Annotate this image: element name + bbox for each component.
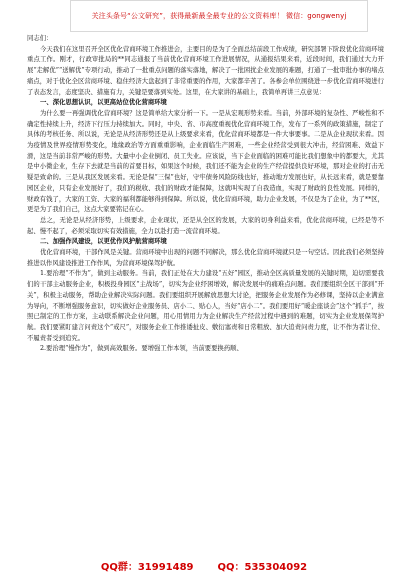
paragraph-section-2: 优化营商环境，干部作风是关键。营商环境中出现的问题不同解决，那么优化营商环境就只是一句空话。因此我们必须坚持推进以作风建设推进工作作风，为营商环境保驾护航。 [27,249,384,267]
qq-number: QQ：535304092 [217,561,308,573]
heading-section-1: 一、深化思想认识，以更高站位优化营商环境 [40,99,167,107]
qq-group: QQ群：31991489 [100,561,194,573]
paragraph-summary: 总之，无论是从经济形势，上级要求，企业现状，还是从全区的发展，大家的切身利益来看，优化营商环境，已经是等不起、慢不起了，必须采取切实有效措施，全力以赴打造一流营商环境。 [27,216,384,235]
heading-section-2: 二、加强作风建设，以更优作风护航营商环境 [40,238,167,246]
paragraph-intro: 今天我们在这里召开全区优化营商环境工作推进会，主要目的是为了全面总结前段工作成绩，研究部署下阶段优化营商环境重点工作。刚才，行政审批局的**同志通报了当前优化营商环境工作进展情况，从通报结果来看，近段时间，我们通过大力开展“走解优”“送解优”专项行动，推动了一批重点问题的落实落地，解决了一批困扰企业发展的难题，打通了一批审批办事的堵点痛点，对于优化全区营商环境、稳住经济大盘起到了非常重要的作用，大家都辛苦了。各参会单位围绕进一步优化营商环境进行了表态发言，态度坚决、措施有力，关键是要落到实处。这里，在大家讲的基础上，我简单再讲三点意见： [27,45,384,96]
banner-text: 关注头条号“公文研究”，获得最新最全最专业的公文资料库！ 微信：gongwenyj [91,12,347,20]
salutation: 同志们： [27,35,53,42]
paragraph-section-1: 为什么要一再强调优化营商环境？这是简单给大家分析一下。一是从宏观形势来看。当前，外部环境的复杂性、严峻性和不确定性持续上升，经济下行压力持续加大。同时，中央、省、市高度重视优化营商环境工作，发布了一系列的政策措施，制定了具体的考核任务、所以说，无论是从经济形势还是从上级要求来看，优化营商环境都是一件大事要事。二是从企业现状来看。因为疫情及世界疫情形势变化，地缘政治等方面重重影响，企业面临生产困难，一些企业经营受到很大冲击，经营困难、效益下滑，这是当前非常严峻的形势。大量中小企业倒闭、员工失业。应该说，当下企业面临的困难可能比我们想象中的都要大，尤其是中小微企业，生存下去就是当前的首要目标，如果这个时候，我们还不能为企业的生产经营提供良好环境，那对企业的打击无疑是致命的。三是从我区发展来看。无论是保“三保”也好，守牢债务风险防线也好，推动地方发展也好，从长远来看，就是要靠园区企业，只有企业发展好了，我们的税收、我们的财政才能保障，这就叫实现了自我造血，实现了财政的良性发展。同样的，财政有钱了，大家的工资、大家的福利都能够得到保障。所以说，优化营商环境，助力企业发展，不仅是为了企业，为了**区，更是为了我们自己，这点大家要铭记在心。 [27,109,384,214]
footer-contact [0,556,408,574]
promo-banner[interactable] [70,0,368,32]
list-item-2: 2.要治理“慢作为”，做到高效服务。要增强工作本领，当前要要换药顺、 [40,345,243,353]
list-item-1: 1.要治理“不作为”，做到主动服务。当前，我们正处在大力建设“五好”园区，推动全区高质量发展的关键时期，迫切需要我们的干部主动服务企业，积极投身园区“主战场”，切实为企业纾困增效，解决发展中的痛难点问题。我们要组织全区干部到“开关”，积极主动服务，帮助企业解决实际问题。我们要组织开展解放思想大讨论，把服务企业发展作为必修课，坚持以企业满意为导向，不断增强服务意识，切实做好企业服务员、店小二、贴心人，当好“店小二”。我们要用好“暖企座谈会”这个“抓手”，按照已制定的工作方案，主动联系解决企业问题，用心用情用力为企业解决生产经营过程中遇到的难题，切实为企业发展保驾护航。我们要紧盯建言问责这个“戒尺”，对服务企业工作推诿扯皮、敷衍塞责和日常粗放、加大追责问责力度，让不作为者让位、不履责者受到追究。 [27,270,384,342]
document-body [27,34,384,554]
